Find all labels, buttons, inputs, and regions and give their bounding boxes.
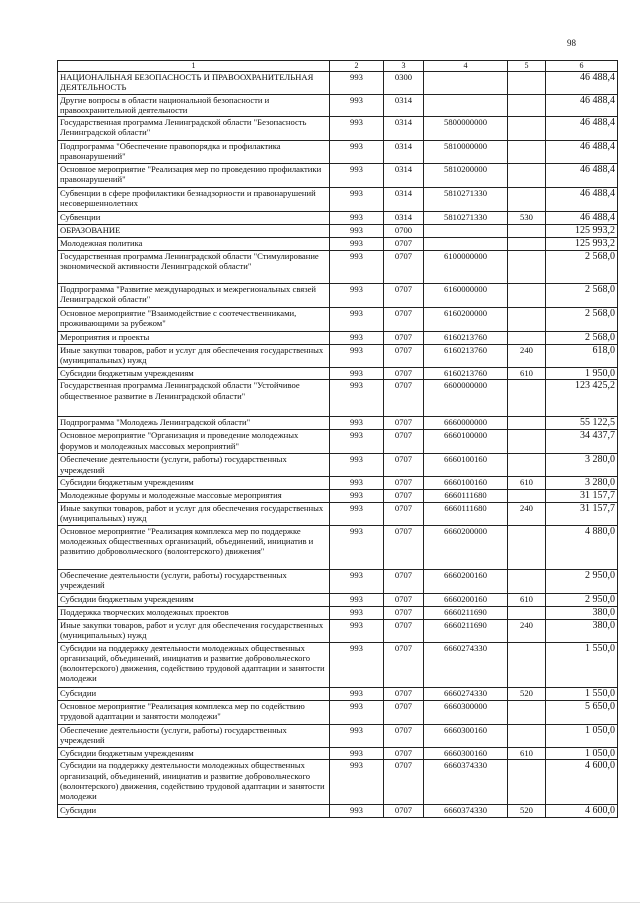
scan-edge	[0, 902, 640, 903]
row-expense-type-cell	[508, 430, 546, 454]
table-row	[58, 417, 618, 430]
row-name-cell: Обеспечение деятельности (услуги, работы) государственных учреждений	[58, 454, 330, 477]
row-name-cell: Основное мероприятие "Организация и проведение молодежных форумов и молодежных массовых мероприятий"	[58, 430, 330, 454]
row-amount-cell: 4 600,0	[546, 760, 618, 805]
row-target-article-cell: 6660300160	[424, 747, 508, 760]
table-row	[58, 141, 618, 164]
row-amount-cell: 46 488,4	[546, 95, 618, 117]
row-amount-cell: 380,0	[546, 619, 618, 642]
row-target-article-cell	[424, 72, 508, 95]
row-name-cell: Иные закупки товаров, работ и услуг для обеспечения государственных (муниципальных) нужд	[58, 619, 330, 642]
row-grbs-cell: 993	[330, 417, 384, 430]
table-row	[58, 225, 618, 238]
row-section-cell: 0700	[384, 225, 424, 238]
table-row	[58, 238, 618, 251]
table-row	[58, 724, 618, 747]
row-grbs-cell: 993	[330, 238, 384, 251]
row-name-cell: Субвенции в сфере профилактики безнадзорности и правонарушений несовершеннолетних	[58, 188, 330, 212]
column-header: 5	[508, 61, 546, 72]
row-section-cell: 0314	[384, 164, 424, 188]
row-expense-type-cell: 240	[508, 619, 546, 642]
table-row	[58, 367, 618, 380]
row-section-cell: 0314	[384, 117, 424, 141]
row-expense-type-cell: 610	[508, 367, 546, 380]
row-amount-cell: 46 488,4	[546, 141, 618, 164]
row-name-cell: Субсидии на поддержку деятельности молодежных общественных организаций, объединений, инициатив и развитие добровольческого (волонтерского) движения, содействию трудовой адаптации и занятости молодежи	[58, 642, 330, 687]
row-section-cell: 0314	[384, 95, 424, 117]
row-expense-type-cell: 240	[508, 503, 546, 526]
row-section-cell: 0707	[384, 250, 424, 283]
row-target-article-cell: 5810271330	[424, 188, 508, 212]
row-section-cell: 0707	[384, 700, 424, 724]
row-section-cell: 0707	[384, 526, 424, 570]
column-header: 3	[384, 61, 424, 72]
table-row	[58, 490, 618, 503]
row-expense-type-cell	[508, 188, 546, 212]
row-expense-type-cell	[508, 490, 546, 503]
row-amount-cell: 380,0	[546, 606, 618, 619]
row-amount-cell: 2 950,0	[546, 570, 618, 594]
row-section-cell: 0707	[384, 454, 424, 477]
row-amount-cell: 46 488,4	[546, 72, 618, 95]
row-expense-type-cell	[508, 380, 546, 417]
row-expense-type-cell	[508, 760, 546, 805]
row-name-cell: НАЦИОНАЛЬНАЯ БЕЗОПАСНОСТЬ И ПРАВООХРАНИТЕЛЬНАЯ ДЕЯТЕЛЬНОСТЬ	[58, 72, 330, 95]
row-section-cell: 0314	[384, 141, 424, 164]
row-section-cell: 0707	[384, 417, 424, 430]
row-section-cell: 0707	[384, 380, 424, 417]
row-section-cell: 0707	[384, 283, 424, 307]
row-name-cell: Подпрограмма "Молодежь Ленинградской области"	[58, 417, 330, 430]
row-amount-cell: 46 488,4	[546, 188, 618, 212]
row-expense-type-cell	[508, 164, 546, 188]
row-expense-type-cell	[508, 72, 546, 95]
row-amount-cell: 2 950,0	[546, 594, 618, 607]
row-amount-cell: 2 568,0	[546, 331, 618, 344]
row-target-article-cell: 6160213760	[424, 331, 508, 344]
row-target-article-cell: 6660100000	[424, 430, 508, 454]
table-row	[58, 212, 618, 225]
row-grbs-cell: 993	[330, 687, 384, 700]
row-name-cell: Молодежная политика	[58, 238, 330, 251]
row-expense-type-cell	[508, 570, 546, 594]
table-row	[58, 805, 618, 818]
row-name-cell: Основное мероприятие "Реализация комплекса мер по содействию трудовой адаптации и занятости молодежи"	[58, 700, 330, 724]
row-grbs-cell: 993	[330, 283, 384, 307]
row-section-cell: 0707	[384, 805, 424, 818]
row-expense-type-cell	[508, 117, 546, 141]
table-row	[58, 331, 618, 344]
row-grbs-cell: 993	[330, 454, 384, 477]
row-section-cell: 0300	[384, 72, 424, 95]
row-section-cell: 0707	[384, 570, 424, 594]
row-expense-type-cell	[508, 417, 546, 430]
table-row	[58, 188, 618, 212]
row-target-article-cell: 6660374330	[424, 760, 508, 805]
row-expense-type-cell	[508, 700, 546, 724]
row-name-cell: Основное мероприятие "Реализация мер по проведению профилактики правонарушений"	[58, 164, 330, 188]
row-target-article-cell: 6660200000	[424, 526, 508, 570]
row-target-article-cell: 6660300160	[424, 724, 508, 747]
row-target-article-cell: 5810271330	[424, 212, 508, 225]
row-grbs-cell: 993	[330, 805, 384, 818]
row-name-cell: Подпрограмма "Обеспечение правопорядка и профилактика правонарушений"	[58, 141, 330, 164]
row-target-article-cell: 6660274330	[424, 687, 508, 700]
row-amount-cell: 55 122,5	[546, 417, 618, 430]
table-row	[58, 95, 618, 117]
row-grbs-cell: 993	[330, 747, 384, 760]
row-amount-cell: 2 568,0	[546, 307, 618, 331]
row-target-article-cell: 6660200160	[424, 570, 508, 594]
budget-table	[57, 60, 618, 818]
row-amount-cell: 34 437,7	[546, 430, 618, 454]
row-grbs-cell: 993	[330, 430, 384, 454]
row-grbs-cell: 993	[330, 380, 384, 417]
row-name-cell: Молодежные форумы и молодежные массовые мероприятия	[58, 490, 330, 503]
row-grbs-cell: 993	[330, 606, 384, 619]
row-name-cell: Обеспечение деятельности (услуги, работы) государственных учреждений	[58, 570, 330, 594]
row-amount-cell: 2 568,0	[546, 283, 618, 307]
row-grbs-cell: 993	[330, 188, 384, 212]
row-target-article-cell: 6660274330	[424, 642, 508, 687]
table-row	[58, 344, 618, 367]
table-row	[58, 283, 618, 307]
row-expense-type-cell: 520	[508, 805, 546, 818]
table-row	[58, 72, 618, 95]
table-row	[58, 117, 618, 141]
row-amount-cell: 2 568,0	[546, 250, 618, 283]
row-target-article-cell: 6160213760	[424, 367, 508, 380]
row-target-article-cell: 6160200000	[424, 307, 508, 331]
row-name-cell: Субсидии бюджетным учреждениям	[58, 367, 330, 380]
row-name-cell: Субсидии	[58, 805, 330, 818]
row-amount-cell: 1 550,0	[546, 642, 618, 687]
row-section-cell: 0707	[384, 503, 424, 526]
row-target-article-cell: 6660211690	[424, 606, 508, 619]
table-row	[58, 430, 618, 454]
row-target-article-cell	[424, 238, 508, 251]
row-name-cell: Субвенции	[58, 212, 330, 225]
row-grbs-cell: 993	[330, 212, 384, 225]
table-body	[58, 72, 618, 818]
row-section-cell: 0707	[384, 687, 424, 700]
row-grbs-cell: 993	[330, 760, 384, 805]
row-section-cell: 0707	[384, 642, 424, 687]
row-expense-type-cell	[508, 141, 546, 164]
row-expense-type-cell	[508, 307, 546, 331]
row-name-cell: Государственная программа Ленинградской области "Стимулирование экономической активности Ленинградской области"	[58, 250, 330, 283]
row-section-cell: 0314	[384, 212, 424, 225]
row-target-article-cell: 6600000000	[424, 380, 508, 417]
row-name-cell: Государственная программа Ленинградской области "Устойчивое общественное развитие в Ленинградской области"	[58, 380, 330, 417]
row-expense-type-cell: 240	[508, 344, 546, 367]
row-amount-cell: 1 050,0	[546, 724, 618, 747]
row-name-cell: Государственная программа Ленинградской области "Безопасность Ленинградской области"	[58, 117, 330, 141]
row-amount-cell: 46 488,4	[546, 164, 618, 188]
row-grbs-cell: 993	[330, 642, 384, 687]
row-name-cell: Обеспечение деятельности (услуги, работы) государственных учреждений	[58, 724, 330, 747]
row-grbs-cell: 993	[330, 141, 384, 164]
table-row	[58, 454, 618, 477]
row-section-cell: 0707	[384, 760, 424, 805]
row-grbs-cell: 993	[330, 344, 384, 367]
table-row	[58, 526, 618, 570]
row-target-article-cell: 6660111680	[424, 490, 508, 503]
row-expense-type-cell: 610	[508, 747, 546, 760]
row-target-article-cell: 6660211690	[424, 619, 508, 642]
row-grbs-cell: 993	[330, 619, 384, 642]
row-expense-type-cell: 610	[508, 477, 546, 490]
row-grbs-cell: 993	[330, 526, 384, 570]
row-section-cell: 0707	[384, 307, 424, 331]
column-header: 1	[58, 61, 330, 72]
row-expense-type-cell: 530	[508, 212, 546, 225]
row-expense-type-cell	[508, 526, 546, 570]
row-amount-cell: 46 488,4	[546, 117, 618, 141]
row-expense-type-cell	[508, 250, 546, 283]
row-grbs-cell: 993	[330, 700, 384, 724]
row-target-article-cell: 6660200160	[424, 594, 508, 607]
row-amount-cell: 1 050,0	[546, 747, 618, 760]
row-section-cell: 0707	[384, 724, 424, 747]
table-row	[58, 606, 618, 619]
row-expense-type-cell	[508, 238, 546, 251]
row-name-cell: Основное мероприятие "Взаимодействие с соотечественниками, проживающими за рубежом"	[58, 307, 330, 331]
row-amount-cell: 46 488,4	[546, 212, 618, 225]
row-section-cell: 0707	[384, 606, 424, 619]
table-row	[58, 250, 618, 283]
row-section-cell: 0707	[384, 619, 424, 642]
table-row	[58, 594, 618, 607]
row-name-cell: Иные закупки товаров, работ и услуг для обеспечения государственных (муниципальных) нужд	[58, 344, 330, 367]
row-name-cell: Субсидии бюджетным учреждениям	[58, 747, 330, 760]
row-name-cell: Мероприятия и проекты	[58, 331, 330, 344]
row-section-cell: 0707	[384, 490, 424, 503]
row-section-cell: 0707	[384, 238, 424, 251]
page-number: 98	[567, 38, 576, 48]
table-row	[58, 307, 618, 331]
table-row	[58, 642, 618, 687]
table-row	[58, 687, 618, 700]
row-amount-cell: 618,0	[546, 344, 618, 367]
row-expense-type-cell	[508, 724, 546, 747]
table-row	[58, 747, 618, 760]
row-amount-cell: 3 280,0	[546, 454, 618, 477]
row-amount-cell: 4 600,0	[546, 805, 618, 818]
row-target-article-cell: 6160000000	[424, 283, 508, 307]
row-name-cell: Основное мероприятие "Реализация комплекса мер по поддержке молодежных общественных организаций, объединений, инициатив и развитию добровольческого (волонтерского) движения"	[58, 526, 330, 570]
row-grbs-cell: 993	[330, 307, 384, 331]
row-grbs-cell: 993	[330, 490, 384, 503]
table-row	[58, 164, 618, 188]
table-row	[58, 700, 618, 724]
row-expense-type-cell	[508, 642, 546, 687]
row-expense-type-cell	[508, 606, 546, 619]
table-row	[58, 477, 618, 490]
row-amount-cell: 123 425,2	[546, 380, 618, 417]
row-expense-type-cell: 610	[508, 594, 546, 607]
row-target-article-cell: 6660000000	[424, 417, 508, 430]
row-grbs-cell: 993	[330, 250, 384, 283]
row-target-article-cell: 6660111680	[424, 503, 508, 526]
row-section-cell: 0707	[384, 430, 424, 454]
row-grbs-cell: 993	[330, 225, 384, 238]
row-name-cell: Субсидии на поддержку деятельности молодежных общественных организаций, объединений, инициатив и развитие добровольческого (волонтерского) движения, содействию трудовой адаптации и занятости молодежи	[58, 760, 330, 805]
row-target-article-cell: 6660100160	[424, 454, 508, 477]
row-amount-cell: 1 950,0	[546, 367, 618, 380]
table-row	[58, 570, 618, 594]
row-target-article-cell: 5800000000	[424, 117, 508, 141]
row-section-cell: 0707	[384, 477, 424, 490]
row-amount-cell: 31 157,7	[546, 503, 618, 526]
row-section-cell: 0707	[384, 367, 424, 380]
row-grbs-cell: 993	[330, 331, 384, 344]
table-row	[58, 760, 618, 805]
row-grbs-cell: 993	[330, 117, 384, 141]
row-target-article-cell: 6660374330	[424, 805, 508, 818]
row-name-cell: ОБРАЗОВАНИЕ	[58, 225, 330, 238]
row-name-cell: Подпрограмма "Развитие международных и межрегиональных связей Ленинградской области"	[58, 283, 330, 307]
row-amount-cell: 3 280,0	[546, 477, 618, 490]
row-grbs-cell: 993	[330, 477, 384, 490]
row-amount-cell: 5 650,0	[546, 700, 618, 724]
row-target-article-cell: 5810000000	[424, 141, 508, 164]
row-name-cell: Субсидии	[58, 687, 330, 700]
row-grbs-cell: 993	[330, 570, 384, 594]
row-target-article-cell: 6660100160	[424, 477, 508, 490]
row-grbs-cell: 993	[330, 95, 384, 117]
row-name-cell: Поддержка творческих молодежных проектов	[58, 606, 330, 619]
row-grbs-cell: 993	[330, 594, 384, 607]
row-target-article-cell	[424, 95, 508, 117]
row-target-article-cell: 6100000000	[424, 250, 508, 283]
row-name-cell: Иные закупки товаров, работ и услуг для обеспечения государственных (муниципальных) нужд	[58, 503, 330, 526]
row-grbs-cell: 993	[330, 164, 384, 188]
table-row	[58, 619, 618, 642]
row-amount-cell: 125 993,2	[546, 238, 618, 251]
row-amount-cell: 125 993,2	[546, 225, 618, 238]
row-name-cell: Другие вопросы в области национальной безопасности и правоохранительной деятельности	[58, 95, 330, 117]
row-expense-type-cell	[508, 454, 546, 477]
row-section-cell: 0707	[384, 331, 424, 344]
row-grbs-cell: 993	[330, 503, 384, 526]
header-row	[58, 61, 618, 72]
row-section-cell: 0707	[384, 594, 424, 607]
row-section-cell: 0707	[384, 344, 424, 367]
row-target-article-cell: 6160213760	[424, 344, 508, 367]
row-name-cell: Субсидии бюджетным учреждениям	[58, 594, 330, 607]
row-expense-type-cell	[508, 225, 546, 238]
column-header: 6	[546, 61, 618, 72]
row-target-article-cell: 6660300000	[424, 700, 508, 724]
row-section-cell: 0314	[384, 188, 424, 212]
row-amount-cell: 1 550,0	[546, 687, 618, 700]
column-header: 2	[330, 61, 384, 72]
column-header: 4	[424, 61, 508, 72]
row-grbs-cell: 993	[330, 367, 384, 380]
table-row	[58, 380, 618, 417]
row-expense-type-cell	[508, 283, 546, 307]
row-amount-cell: 4 880,0	[546, 526, 618, 570]
row-name-cell: Субсидии бюджетным учреждениям	[58, 477, 330, 490]
row-expense-type-cell: 520	[508, 687, 546, 700]
row-grbs-cell: 993	[330, 72, 384, 95]
row-section-cell: 0707	[384, 747, 424, 760]
table-row	[58, 503, 618, 526]
row-expense-type-cell	[508, 331, 546, 344]
row-grbs-cell: 993	[330, 724, 384, 747]
row-amount-cell: 31 157,7	[546, 490, 618, 503]
row-target-article-cell	[424, 225, 508, 238]
row-expense-type-cell	[508, 95, 546, 117]
row-target-article-cell: 5810200000	[424, 164, 508, 188]
